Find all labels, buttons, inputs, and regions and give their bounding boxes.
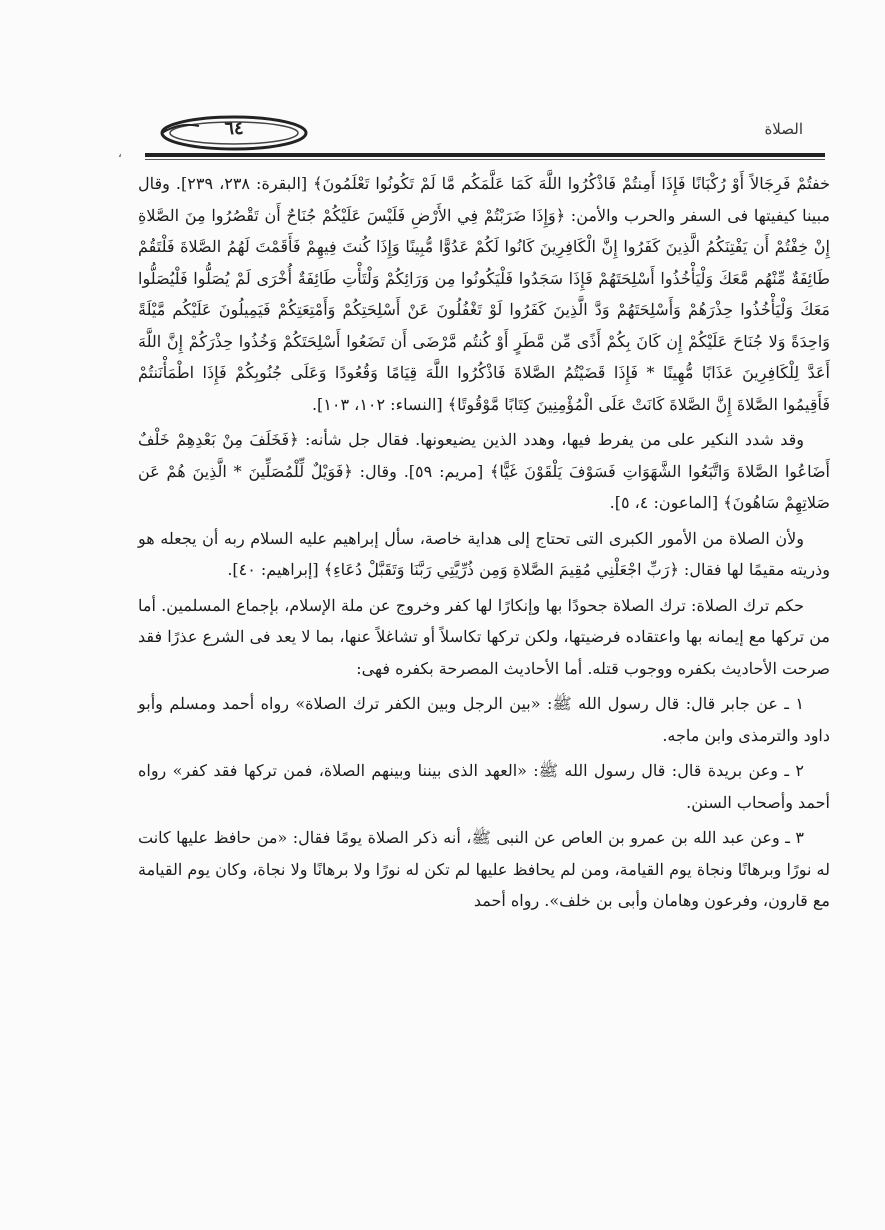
paragraph-ibrahim-prayer: ولأن الصلاة من الأمور الكبرى التى تحتاج إلى هداية خاصة، سأل إبراهيم عليه السلام ربه أن يجعله هو وذريته مقيمًا لها فقال: ﴿رَبِّ اجْعَلْنِي مُقِيمَ الصَّلاةِ وَمِن ذُرِّيَّتِي رَبَّنَا وَتَقَبَّلْ دُعَاءِ﴾ [إبراهيم: ٤٠]. — [138, 528, 830, 579]
page-header — [125, 112, 825, 160]
paragraph-hadith-3: ٣ ـ وعن عبد الله بن عمرو بن العاص عن النبى ﷺ، أنه ذكر الصلاة يومًا فقال: «من حافظ عليها كانت له نورًا وبرهانًا ونجاة يوم القيامة، ومن لم يحافظ عليها لم تكن له نورًا ولا برهانًا ولا نجاة، وكان يوم القيامة مع قارون، وفرعون وهامان وأبى بن خلف». رواه أحمد — [138, 828, 831, 910]
running-header-title: الصلاة — [764, 120, 803, 138]
paragraph-warning: وقد شدد النكير على من يفرط فيها، وهدد الذين يضيعونها. فقال جل شأنه: ﴿فَخَلَفَ مِنْ بَعْدِهِمْ خَلْفٌ أَضَاعُوا الصَّلاةَ وَاتَّبَعُوا الشَّهَوَاتِ فَسَوْفَ يَلْقَوْنَ غَيًّا﴾ [مريم: ٥٩]. وقال: ﴿فَوَيْلٌ لِّلْمُصَلِّينَ * الَّذِينَ هُمْ عَن صَلاتِهِمْ سَاهُونَ﴾ [الماعون: ٤، ٥]. — [138, 430, 831, 512]
margin-mark: ، — [118, 146, 122, 160]
paragraph-hadith-1: ١ ـ عن جابر قال: قال رسول الله ﷺ: «بين الرجل وبين الكفر ترك الصلاة» رواه أحمد ومسلم وأبو داود والترمذى وابن ماجه. — [138, 694, 830, 745]
body-text — [138, 168, 830, 917]
paragraph-hadith-2: ٢ ـ وعن بريدة قال: قال رسول الله ﷺ: «العهد الذى بيننا وبينهم الصلاة، فمن تركها فقد كفر» رواه أحمد وأصحاب السنن. — [138, 761, 830, 812]
page-number: ٦٤ — [224, 118, 244, 139]
header-rule-thick — [145, 153, 825, 157]
header-rule-thin — [145, 159, 825, 160]
paragraph-quran-verses: خفتُمْ فَرِجَالاً أَوْ رُكْبَانًا فَإِذَا أَمِنتُمْ فَاذْكُرُوا اللَّهَ كَمَا عَلَّمَكُم مَّا لَمْ تَكُونُوا تَعْلَمُونَ﴾ [البقرة: ٢٣٨، ٢٣٩]. وقال مبينا كيفيتها فى السفر والحرب والأمن: ﴿وَإِذَا ضَرَبْتُمْ فِي الأَرْضِ فَلَيْسَ عَلَيْكُمْ جُنَاحٌ أَن تَقْصُرُوا مِنَ الصَّلاةِ إِنْ خِفْتُمْ أَن يَفْتِنَكُمُ الَّذِينَ كَفَرُوا إِنَّ الْكَافِرِينَ كَانُوا لَكُمْ عَدُوًّا مُّبِينًا وَإِذَا كُنتَ فِيهِمْ فَأَقَمْتَ لَهُمُ الصَّلاةَ فَلْتَقُمْ طَائِفَةٌ مِّنْهُم مَّعَكَ وَلْيَأْخُذُوا أَسْلِحَتَهُمْ فَإِذَا سَجَدُوا فَلْيَكُونُوا مِن وَرَائِكُمْ وَلْتَأْتِ طَائِفَةٌ أُخْرَى لَمْ يُصَلُّوا فَلْيُصَلُّوا مَعَكَ وَلْيَأْخُذُوا حِذْرَهُمْ وَأَسْلِحَتَهُمْ وَدَّ الَّذِينَ كَفَرُوا لَوْ تَغْفُلُونَ عَنْ أَسْلِحَتِكُمْ وَأَمْتِعَتِكُمْ فَيَمِيلُونَ عَلَيْكُم مَّيْلَةً وَاحِدَةً وَلا جُنَاحَ عَلَيْكُمْ إِن كَانَ بِكُمْ أَذًى مِّن مَّطَرٍ أَوْ كُنتُم مَّرْضَى أَن تَضَعُوا أَسْلِحَتَكُمْ وَخُذُوا حِذْرَكُمْ إِنَّ اللَّهَ أَعَدَّ لِلْكَافِرِينَ عَذَابًا مُّهِينًا * فَإِذَا قَضَيْتُمُ الصَّلاةَ فَاذْكُرُوا اللَّهَ قِيَامًا وَقُعُودًا وَعَلَى جُنُوبِكُمْ فَإِذَا اطْمَأْنَنتُمْ فَأَقِيمُوا الصَّلاةَ إِنَّ الصَّلاةَ كَانَتْ عَلَى الْمُؤْمِنِينَ كِتَابًا مَّوْقُوتًا﴾ [النساء: ١٠٢، ١٠٣]. — [138, 174, 830, 414]
paragraph-ruling-abandonment: حكم ترك الصلاة: ترك الصلاة جحودًا بها وإنكارًا لها كفر وخروج عن ملة الإسلام، بإجماع المسلمين. أما من تركها مع إيمانه بها واعتقاده فرضيتها، ولكن تركها تكاسلاً أو تشاغلاً عنها، بما لا يعد فى الشرع عذرًا فقد صرحت الأحاديث بكفره ووجوب قتله. أما الأحاديث المصرحة بكفره فهى: — [138, 595, 831, 678]
